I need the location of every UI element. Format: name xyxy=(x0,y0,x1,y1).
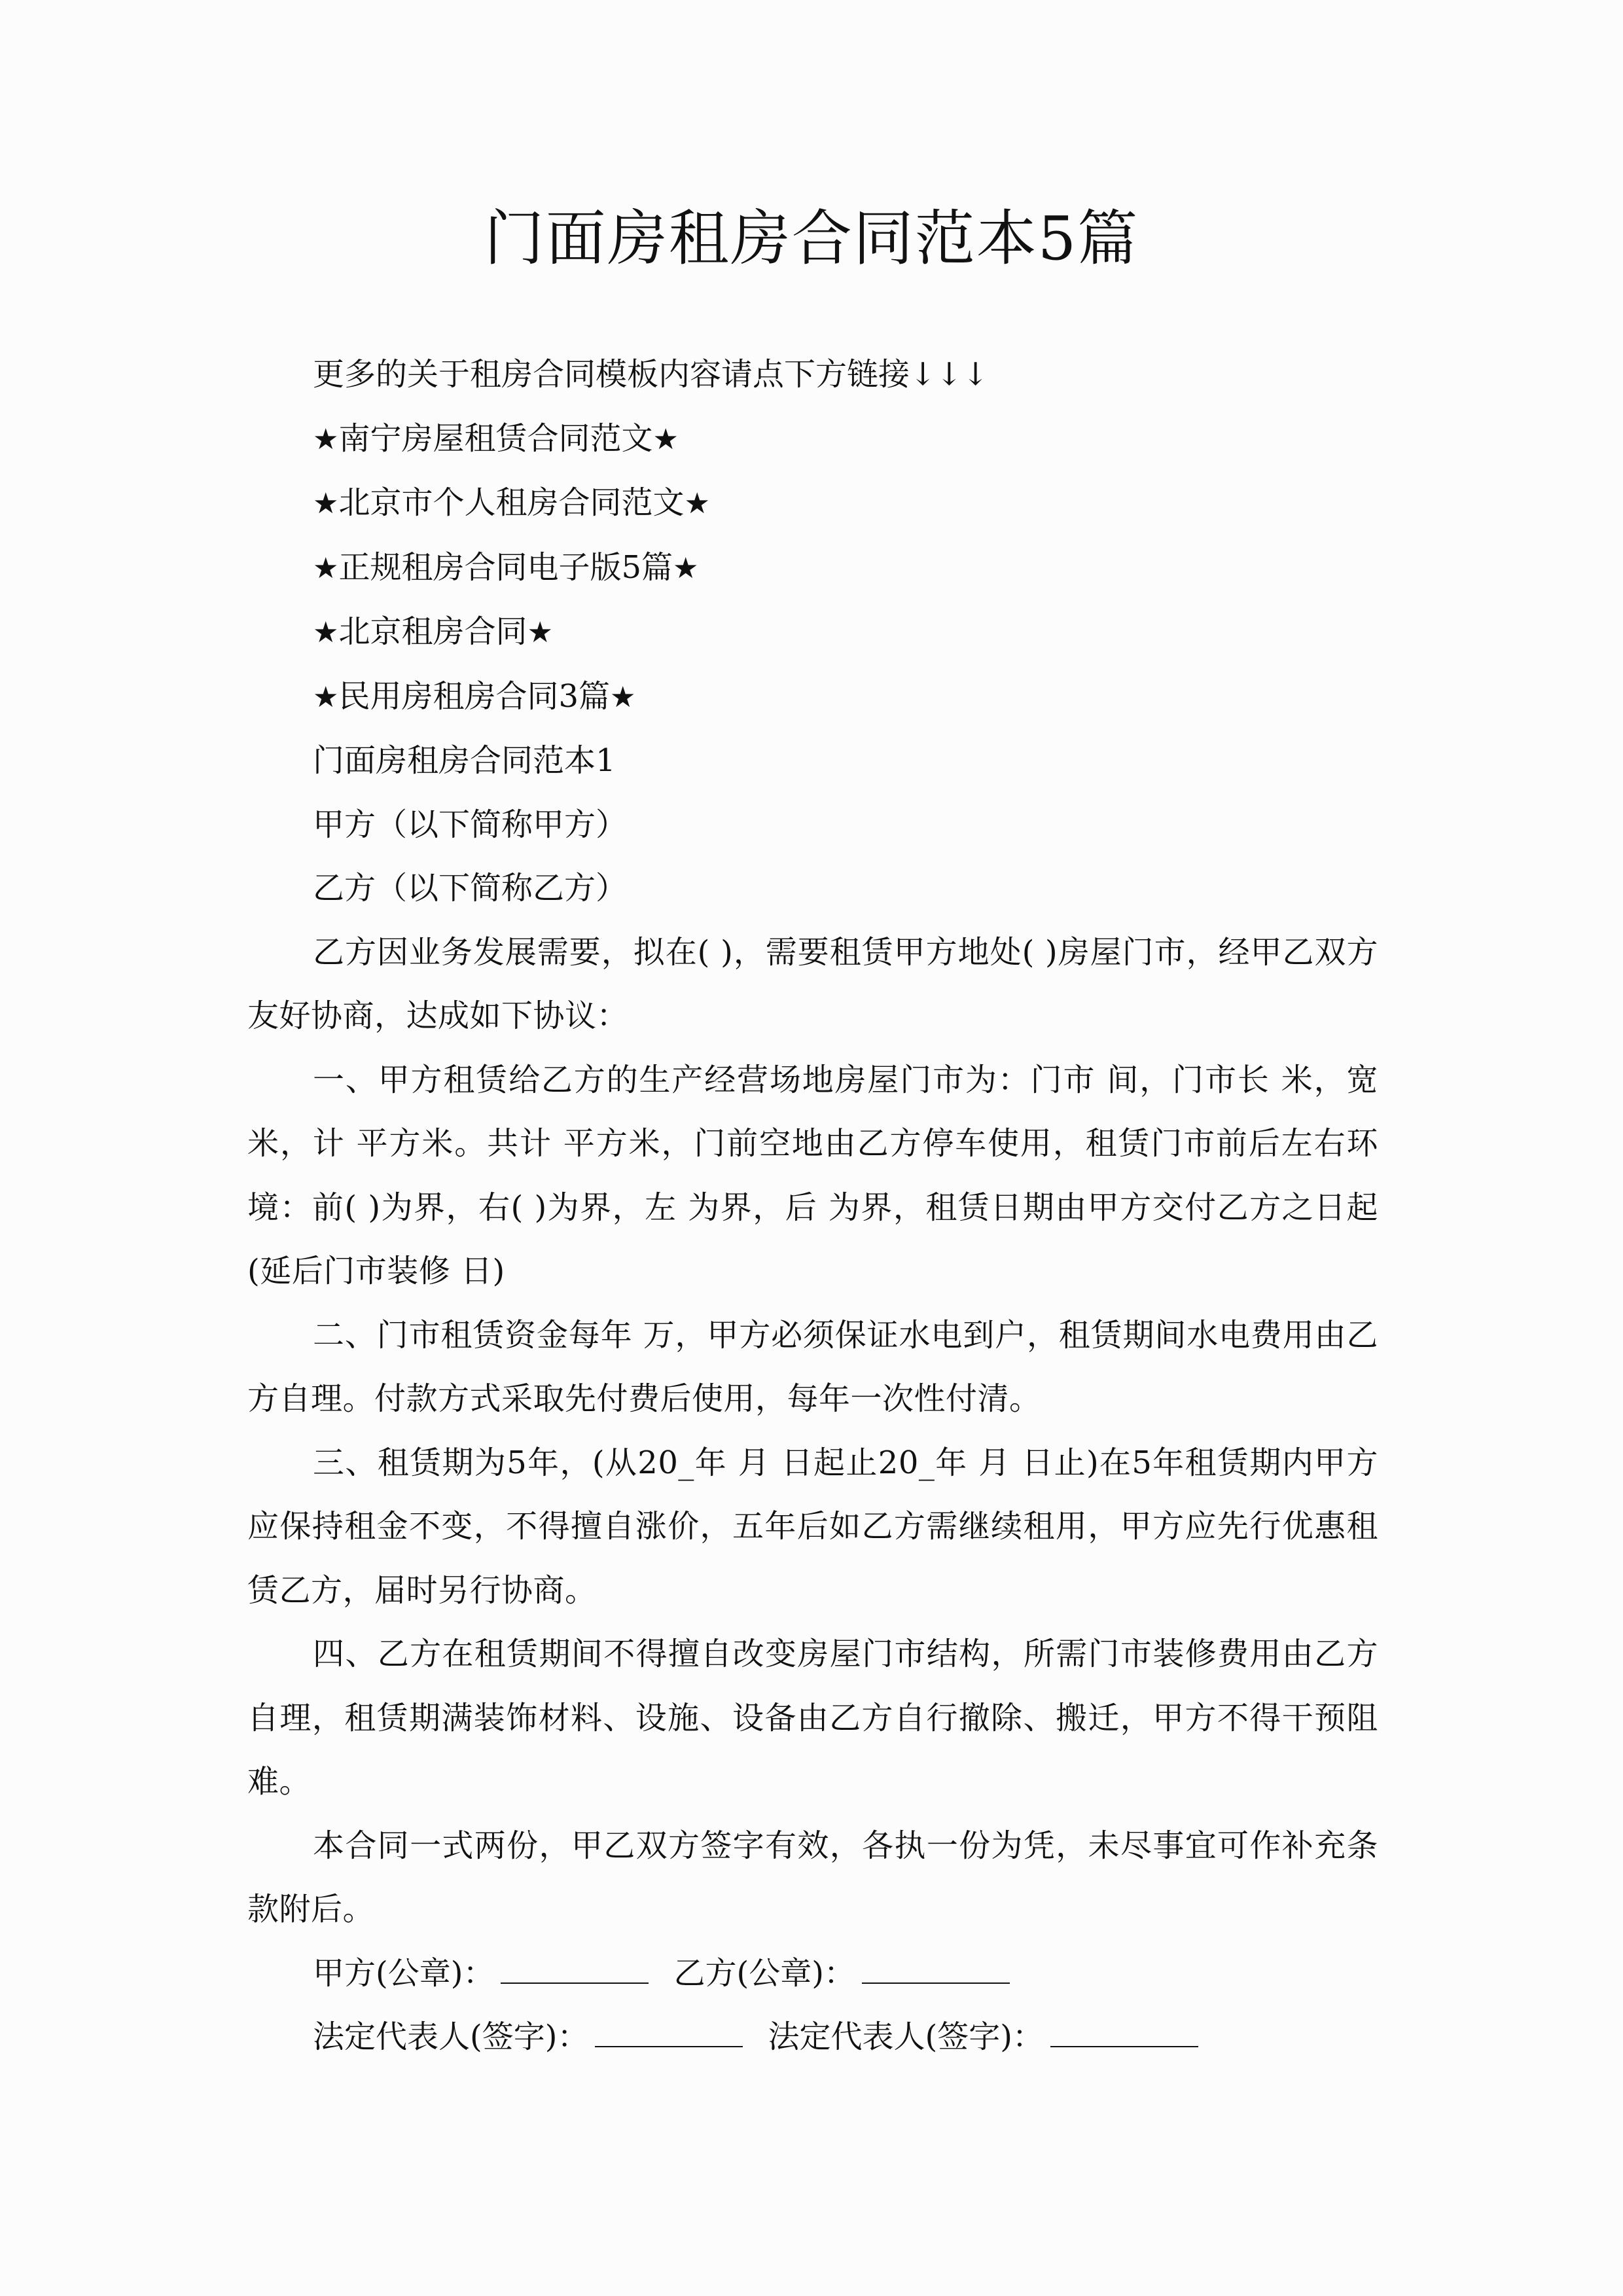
signature-row-seal xyxy=(247,1942,1378,2006)
star-icon: ★ xyxy=(673,551,699,585)
party-a-representative-blank[interactable] xyxy=(595,2026,743,2047)
party-a-seal-blank[interactable] xyxy=(501,1963,649,1984)
related-link-3[interactable] xyxy=(247,536,1378,601)
party-b-definition: 乙方（以下简称乙方） xyxy=(313,870,628,906)
star-icon: ★ xyxy=(527,616,553,649)
document-body xyxy=(247,343,1378,2070)
star-icon: ★ xyxy=(313,551,339,585)
star-icon: ★ xyxy=(313,422,339,456)
star-icon: ★ xyxy=(652,422,679,456)
star-icon: ★ xyxy=(684,487,710,520)
party-b-seal-label: 乙方(公章)： xyxy=(673,1954,855,1992)
party-a-definition: 甲方（以下简称甲方） xyxy=(313,806,628,843)
star-icon: ★ xyxy=(313,487,339,520)
related-link-label: 正规租房合同电子版5篇 xyxy=(338,548,673,586)
section-heading: 门面房租房合同范本1 xyxy=(313,742,616,779)
paragraph-closing: 本合同一式两份，甲乙双方签字有效，各执一份为凭，未尽事宜可作补充条款附后。 xyxy=(247,1827,1378,1928)
related-link-2[interactable] xyxy=(247,471,1378,536)
party-b-seal-blank[interactable] xyxy=(862,1963,1010,1984)
party-b-representative-label: 法定代表人(签字)： xyxy=(768,2018,1044,2055)
paragraph-clause-1: 一、甲方租赁给乙方的生产经营场地房屋门市为：门市 间，门市长 米，宽 米，计 平方米。共计 平方米，门前空地由乙方停车使用，租赁门市前后左右环境：前( )为界，右( )为界，左 为界，后 为界，租赁日期由甲方交付乙方之日起(延后门市装修 日) xyxy=(247,1061,1378,1289)
paragraph-clause-2: 二、门市租赁资金每年 万，甲方必须保证水电到户，租赁期间水电费用由乙方自理。付款方式采取先付费后使用，每年一次性付清。 xyxy=(247,1316,1378,1417)
document-title: 门面房租房合同范本5篇 xyxy=(484,204,1139,274)
party-b-representative-blank[interactable] xyxy=(1050,2026,1198,2047)
related-link-label: 南宁房屋租赁合同范文 xyxy=(338,420,653,457)
related-link-4[interactable] xyxy=(247,600,1378,665)
paragraph-clause-3: 三、租赁期为5年，(从20_年 月 日起止20_年 月 日止)在5年租赁期内甲方应保持租金不变，不得擅自涨价，五年后如乙方需继续租用，甲方应先行优惠租赁乙方，届时另行协商。 xyxy=(247,1444,1378,1609)
party-a-representative-label: 法定代表人(签字)： xyxy=(313,2018,589,2055)
signature-row-representative xyxy=(247,2005,1378,2070)
star-icon: ★ xyxy=(610,680,636,714)
related-link-label: 民用房租房合同3篇 xyxy=(338,677,610,715)
related-link-5[interactable] xyxy=(247,665,1378,730)
related-link-label: 北京租房合同 xyxy=(338,613,527,650)
star-icon: ★ xyxy=(313,616,339,649)
related-link-1[interactable] xyxy=(247,407,1378,472)
related-link-label: 北京市个人租房合同范文 xyxy=(338,484,685,521)
paragraph-clause-4: 四、乙方在租赁期间不得擅自改变房屋门市结构，所需门市装修费用由乙方自理，租赁期满装饰材料、设施、设备由乙方自行撤除、搬迁，甲方不得干预阻难。 xyxy=(247,1636,1378,1800)
intro-text: 更多的关于租房合同模板内容请点下方链接↓↓↓ xyxy=(313,356,989,393)
star-icon: ★ xyxy=(313,680,339,714)
paragraph-preamble: 乙方因业务发展需要，拟在( )，需要租赁甲方地处( )房屋门市，经甲乙双方友好协商，达成如下协议： xyxy=(247,933,1378,1034)
party-a-seal-label: 甲方(公章)： xyxy=(313,1954,495,1992)
